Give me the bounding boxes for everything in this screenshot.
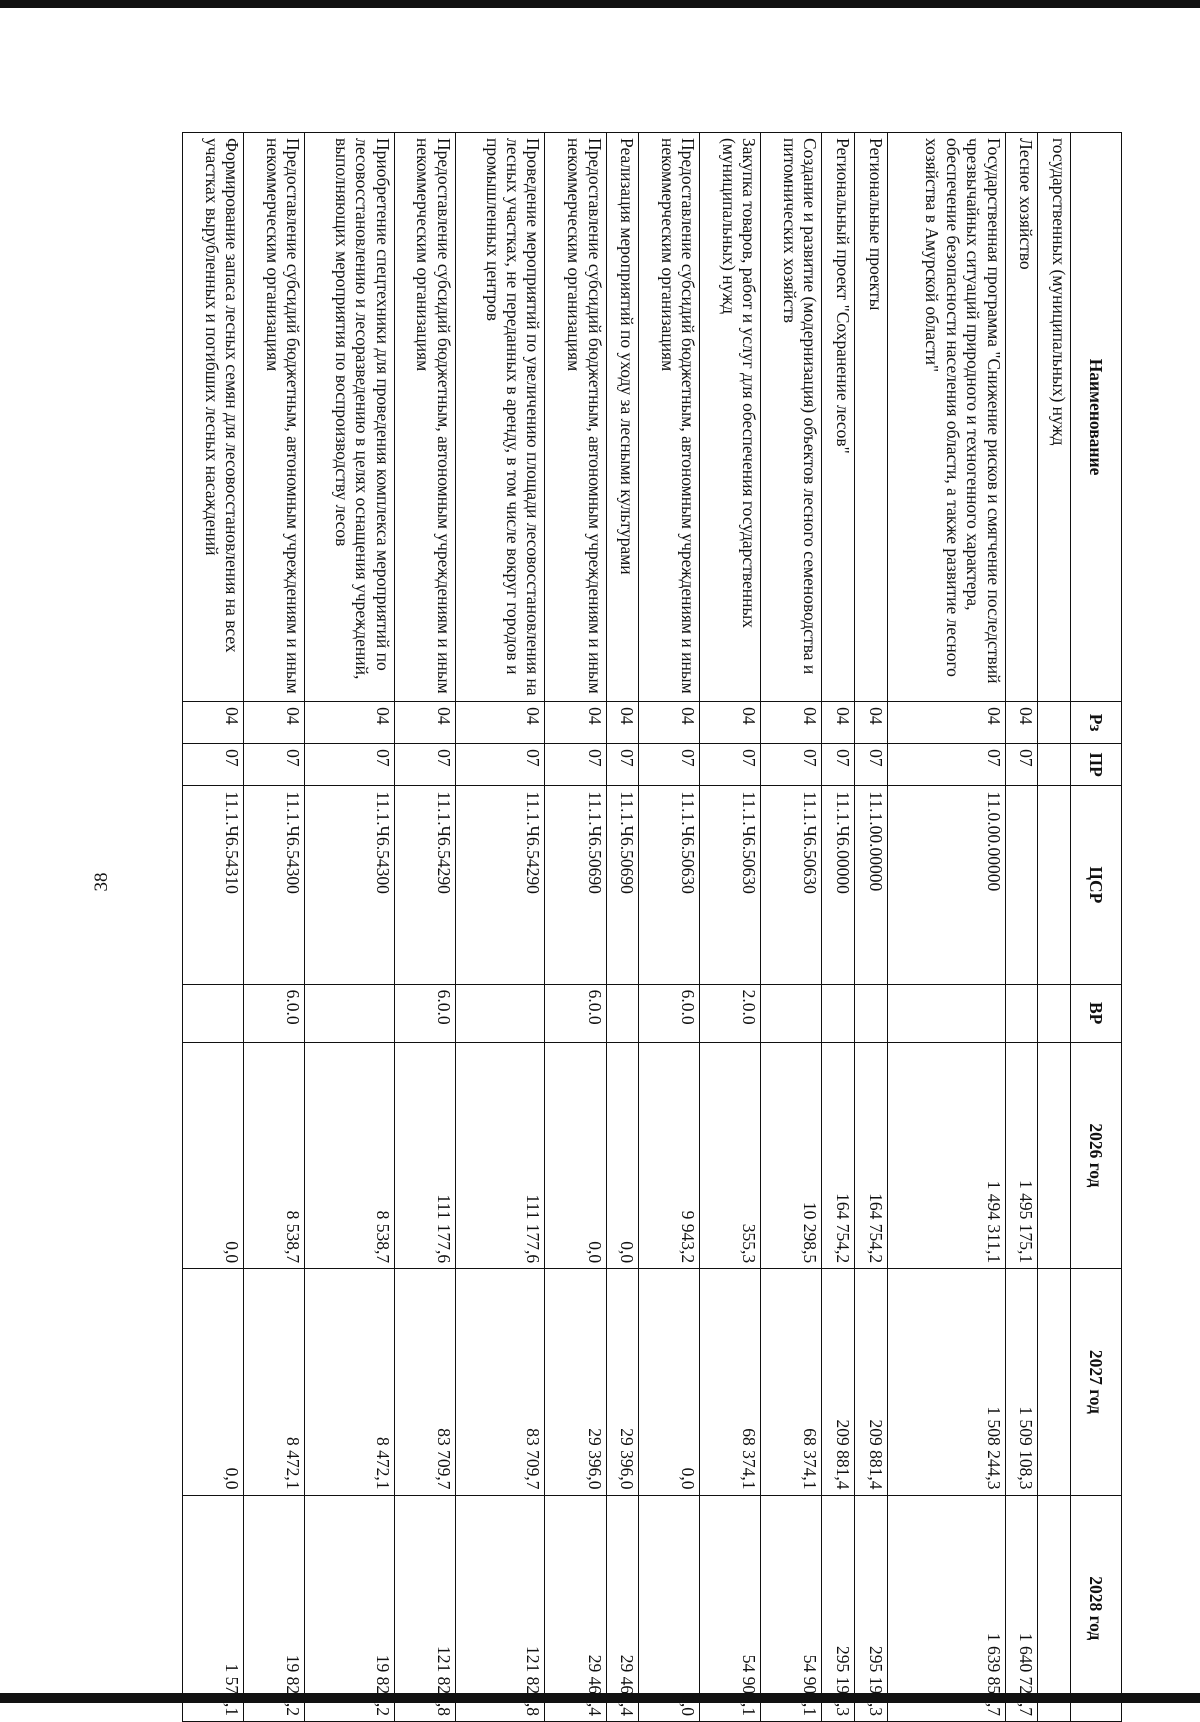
table-row: [700, 133, 761, 1722]
cell-2028: 295 196,3: [822, 1495, 855, 1721]
table-header-row: [1071, 133, 1122, 1722]
cell-name: государственных (муниципальных) нужд: [1038, 133, 1071, 702]
header-2028: 2028 год: [1071, 1495, 1122, 1721]
cell-pr: 07: [606, 744, 639, 786]
cell-name: Предоставление субсидий бюджетным, автономным учреждениям и иным некоммерческим организациям: [639, 133, 700, 702]
cell-rz: 04: [639, 702, 700, 744]
cell-pr: 07: [545, 744, 606, 786]
table-row: [855, 133, 888, 1722]
cell-name: Предоставление субсидий бюджетным, автономным учреждениям и иным некоммерческим организациям: [394, 133, 455, 702]
cell-2026: 10 298,5: [761, 1042, 822, 1268]
cell-csr: [1005, 786, 1038, 984]
cell-2027: 209 881,4: [822, 1269, 855, 1495]
cell-vr: [183, 984, 244, 1042]
cell-2028: 19 827,2: [305, 1495, 395, 1721]
cell-name: Приобретение спецтехники для проведения комплекса мероприятий по лесовосстановлению и лесоразведению в целях оснащения учреждений, выполняющих мероприятия по воспроизводству лесов: [305, 133, 395, 702]
cell-rz: 04: [183, 702, 244, 744]
cell-csr: [1038, 786, 1071, 984]
cell-2027: 29 396,0: [545, 1269, 606, 1495]
cell-rz: 04: [887, 702, 1005, 744]
cell-2028: 121 829,8: [455, 1495, 545, 1721]
cell-2027: 68 374,1: [761, 1269, 822, 1495]
cell-pr: 07: [761, 744, 822, 786]
cell-pr: 07: [1005, 744, 1038, 786]
page-number: 38: [91, 872, 112, 892]
cell-vr: 6.0.0: [244, 984, 305, 1042]
cell-2026: 1 494 311,1: [887, 1042, 1005, 1268]
cell-pr: 07: [700, 744, 761, 786]
cell-pr: 07: [455, 744, 545, 786]
table-row: [639, 133, 700, 1722]
cell-csr: 11.1.Ч6.50630: [639, 786, 700, 984]
cell-name: Создание и развитие (модернизация) объектов лесного семеноводства и питомнических хозяйств: [761, 133, 822, 702]
cell-2026: 9 943,2: [639, 1042, 700, 1268]
cell-rz: 04: [305, 702, 395, 744]
cell-pr: [1038, 744, 1071, 786]
cell-vr: [305, 984, 395, 1042]
cell-2028: 19 827,2: [244, 1495, 305, 1721]
cell-pr: 07: [305, 744, 395, 786]
cell-vr: [606, 984, 639, 1042]
table-row: [394, 133, 455, 1722]
cell-2026: 8 538,7: [244, 1042, 305, 1268]
table-row: [183, 133, 244, 1722]
cell-2027: 83 709,7: [394, 1269, 455, 1495]
table-row: [244, 133, 305, 1722]
header-csr: ЦСР: [1071, 786, 1122, 984]
cell-pr: 07: [855, 744, 888, 786]
table-row: [1038, 133, 1071, 1722]
cell-2027: 68 374,1: [700, 1269, 761, 1495]
cell-2026: [1038, 1042, 1071, 1268]
cell-2026: 111 177,6: [455, 1042, 545, 1268]
cell-csr: 11.1.Ч6.54310: [183, 786, 244, 984]
cell-rz: 04: [1005, 702, 1038, 744]
cell-2026: 355,3: [700, 1042, 761, 1268]
cell-vr: [822, 984, 855, 1042]
cell-2026: 8 538,7: [305, 1042, 395, 1268]
cell-csr: 11.1.Ч6.50630: [761, 786, 822, 984]
cell-vr: 6.0.0: [394, 984, 455, 1042]
header-vr: ВР: [1071, 984, 1122, 1042]
cell-csr: 11.1.Ч6.00000: [822, 786, 855, 984]
cell-2028: 1 640 723,7: [1005, 1495, 1038, 1721]
cell-vr: [887, 984, 1005, 1042]
header-2026: 2026 год: [1071, 1042, 1122, 1268]
cell-vr: [1005, 984, 1038, 1042]
cell-2027: 209 881,4: [855, 1269, 888, 1495]
cell-rz: 04: [822, 702, 855, 744]
cell-csr: 11.1.Ч6.50690: [545, 786, 606, 984]
cell-rz: 04: [606, 702, 639, 744]
cell-pr: 07: [244, 744, 305, 786]
cell-2026: 164 754,2: [855, 1042, 888, 1268]
table-row: [455, 133, 545, 1722]
cell-2026: 0,0: [183, 1042, 244, 1268]
cell-rz: 04: [545, 702, 606, 744]
cell-csr: 11.1.00.00000: [855, 786, 888, 984]
cell-name: Предоставление субсидий бюджетным, автономным учреждениям и иным некоммерческим организациям: [244, 133, 305, 702]
cell-vr: [455, 984, 545, 1042]
cell-name: Закупка товаров, работ и услуг для обеспечения государственных (муниципальных) нужд: [700, 133, 761, 702]
cell-name: Региональные проекты: [855, 133, 888, 702]
cell-rz: [1038, 702, 1071, 744]
cell-rz: 04: [455, 702, 545, 744]
cell-2027: 1 508 244,3: [887, 1269, 1005, 1495]
cell-2028: [1038, 1495, 1071, 1721]
cell-2028: 1 571,1: [183, 1495, 244, 1721]
cell-vr: [855, 984, 888, 1042]
cell-name: Проведение мероприятий по увеличению площади лесовосстановления на лесных участках, не переданных в аренду, в том числе вокруг городов и промышленных центров: [455, 133, 545, 702]
cell-name: Предоставление субсидий бюджетным, автономным учреждениям и иным некоммерческим организациям: [545, 133, 606, 702]
cell-name: Реализация мероприятий по уходу за лесными культурами: [606, 133, 639, 702]
table-row: [887, 133, 1005, 1722]
cell-csr: 11.1.Ч6.54300: [244, 786, 305, 984]
cell-rz: 04: [761, 702, 822, 744]
table-body: [183, 133, 1071, 1722]
cell-2027: 83 709,7: [455, 1269, 545, 1495]
cell-2028: 121 829,8: [394, 1495, 455, 1721]
cell-csr: 11.0.00.00000: [887, 786, 1005, 984]
cell-rz: 04: [855, 702, 888, 744]
table-row: [606, 133, 639, 1722]
cell-vr: 2.0.0: [700, 984, 761, 1042]
cell-csr: 11.1.Ч6.50690: [606, 786, 639, 984]
cell-2027: 8 472,1: [244, 1269, 305, 1495]
cell-2028: 29 461,4: [545, 1495, 606, 1721]
cell-2027: 0,0: [183, 1269, 244, 1495]
cell-rz: 04: [700, 702, 761, 744]
cell-2026: 164 754,2: [822, 1042, 855, 1268]
budget-table: [182, 132, 1122, 1722]
cell-2028: 54 909,1: [761, 1495, 822, 1721]
table-row: [1005, 133, 1038, 1722]
cell-csr: 11.1.Ч6.54290: [455, 786, 545, 984]
cell-2026: 1 495 175,1: [1005, 1042, 1038, 1268]
cell-rz: 04: [244, 702, 305, 744]
cell-2028: 0,0: [639, 1495, 700, 1721]
cell-2027: 8 472,1: [305, 1269, 395, 1495]
table-row: [761, 133, 822, 1722]
table-row: [305, 133, 395, 1722]
header-name: Наименование: [1071, 133, 1122, 702]
cell-2027: 1 509 108,3: [1005, 1269, 1038, 1495]
table-row: [545, 133, 606, 1722]
cell-vr: 6.0.0: [639, 984, 700, 1042]
header-2027: 2027 год: [1071, 1269, 1122, 1495]
table-row: [822, 133, 855, 1722]
cell-vr: 6.0.0: [545, 984, 606, 1042]
cell-vr: [761, 984, 822, 1042]
cell-pr: 07: [822, 744, 855, 786]
header-rz: Рз: [1071, 702, 1122, 744]
cell-name: Формирование запаса лесных семян для лесовосстановления на всех участках вырубленных и погибших лесных насаждений: [183, 133, 244, 702]
cell-pr: 07: [639, 744, 700, 786]
cell-name: Лесное хозяйство: [1005, 133, 1038, 702]
budget-table-container: [182, 132, 1122, 1722]
cell-csr: 11.1.Ч6.54300: [305, 786, 395, 984]
cell-2026: 0,0: [606, 1042, 639, 1268]
cell-name: Государственная программа "Снижение рисков и смягчение последствий чрезвычайных ситуаций природного и техногенного характера, обеспечение безопасности населения области, а также развитие лесного хозяйства в Амурской области": [887, 133, 1005, 702]
cell-csr: 11.1.Ч6.50630: [700, 786, 761, 984]
cell-csr: 11.1.Ч6.54290: [394, 786, 455, 984]
scan-top-edge: [0, 0, 1200, 8]
cell-name: Региональный проект "Сохранение лесов": [822, 133, 855, 702]
cell-2028: 29 461,4: [606, 1495, 639, 1721]
cell-vr: [1038, 984, 1071, 1042]
cell-2027: 29 396,0: [606, 1269, 639, 1495]
cell-pr: 07: [394, 744, 455, 786]
cell-2026: 111 177,6: [394, 1042, 455, 1268]
cell-rz: 04: [394, 702, 455, 744]
header-pr: ПР: [1071, 744, 1122, 786]
cell-pr: 07: [183, 744, 244, 786]
cell-2027: [1038, 1269, 1071, 1495]
cell-2028: 295 196,3: [855, 1495, 888, 1721]
cell-2027: 0,0: [639, 1269, 700, 1495]
cell-2028: 1 639 859,7: [887, 1495, 1005, 1721]
cell-pr: 07: [887, 744, 1005, 786]
cell-2026: 0,0: [545, 1042, 606, 1268]
cell-2028: 54 909,1: [700, 1495, 761, 1721]
